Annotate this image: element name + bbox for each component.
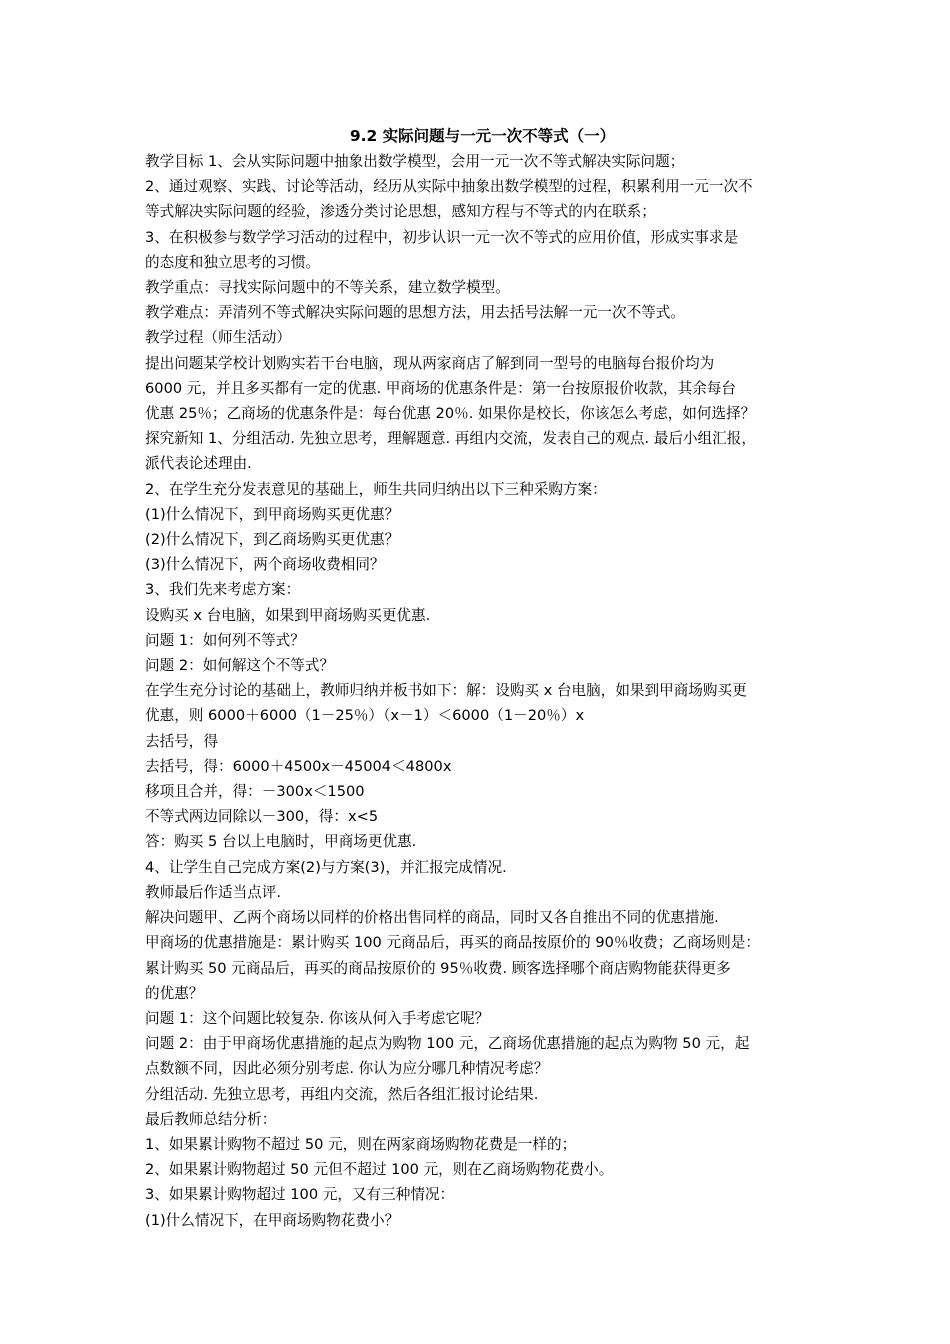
body-line: 问题 2：如何解这个不等式？ — [145, 657, 335, 675]
body-line: 探究新知 1、分组活动. 先独立思考，理解题意. 再组内交流，发表自己的观点. 最后小组汇报， — [145, 430, 756, 448]
body-line: 答：购买 5 台以上电脑时，甲商场更优惠. — [145, 833, 417, 851]
body-line: 分组活动. 先独立思考，再组内交流，然后各组汇报讨论结果. — [145, 1085, 539, 1103]
body-line: (3)什么情况下，两个商场收费相同？ — [145, 556, 385, 574]
document-page — [145, 124, 820, 1233]
body-line: 最后教师总结分析： — [145, 1110, 277, 1128]
body-line: 在学生充分讨论的基础上，教师归纳并板书如下：解：设购买 x 台电脑，如果到甲商场购买更 — [145, 682, 747, 700]
body-line: 提出问题某学校计划购实若干台电脑，现从两家商店了解到同一型号的电脑每台报价均为 — [145, 354, 715, 372]
body-line: 的态度和独立思考的习惯。 — [145, 253, 321, 271]
body-line: 累计购买 50 元商品后，再买的商品按原价的 95％收费. 顾客选择哪个商店购物能获得更多 — [145, 959, 731, 977]
body-line: 1、如果累计购物不超过 50 元，则在两家商场购物花费是一样的； — [145, 1135, 577, 1153]
body-line: 移项且合并，得：－300x＜1500 — [145, 783, 365, 801]
body-line: 3、我们先来考虑方案： — [145, 581, 301, 599]
body-line: 教学过程（师生活动） — [145, 329, 291, 347]
body-line: 设购买 x 台电脑，如果到甲商场购买更优惠. — [145, 606, 431, 624]
body-line: 问题 1：如何列不等式？ — [145, 631, 305, 649]
document-title: 9.2 实际问题与一元一次不等式（一） — [349, 127, 616, 145]
body-line: 等式解决实际问题的经验，渗透分类讨论思想，感知方程与不等式的内在联系； — [145, 203, 656, 221]
body-line: 甲商场的优惠措施是：累计购买 100 元商品后，再买的商品按原价的 90％收费；乙商场则是： — [145, 934, 760, 952]
body-line: 的优惠？ — [145, 984, 204, 1002]
body-line: 2、如果累计购物超过 50 元但不超过 100 元，则在乙商场购物花费小。 — [145, 1161, 614, 1179]
body-line: 问题 2：由于甲商场优惠措施的起点为购物 100 元，乙商场优惠措施的起点为购物 50 元，起 — [145, 1035, 750, 1053]
body-line: 教学重点：寻找实际问题中的不等关系，建立数学模型。 — [145, 279, 510, 297]
body-line: 教学目标 1、会从实际问题中抽象出数学模型，会用一元一次不等式解决实际问题； — [145, 153, 685, 170]
body-line: 6000 元，并且多买都有一定的优惠. 甲商场的优惠条件是：第一台按原报价收款，其余每台 — [145, 379, 737, 397]
body-line: 点数额不同，因此必须分别考虑. 你认为应分哪几种情况考虑？ — [145, 1060, 549, 1078]
body-line: 优惠 25％；乙商场的优惠条件是：每台优惠 20％. 如果你是校长，你该怎么考虑，如何选择？ — [145, 405, 756, 423]
body-line: (1)什么情况下，到甲商场购买更优惠？ — [145, 505, 400, 523]
body-line: 问题 1：这个问题比较复杂. 你该从何入手考虑它呢？ — [145, 1009, 490, 1027]
body-line: 去括号，得：6000＋4500x－45004＜4800x — [145, 757, 452, 775]
body-line: (1)什么情况下，在甲商场购物花费小？ — [145, 1211, 400, 1229]
body-line: 2、通过观察、实践、讨论等活动，经历从实际中抽象出数学模型的过程，积累利用一元一次不 — [145, 178, 753, 196]
body-line: 3、在积极参与数学学习活动的过程中，初步认识一元一次不等式的应用价值，形成实事求是 — [145, 228, 739, 246]
body-line: 3、如果累计购物超过 100 元，又有三种情况： — [145, 1186, 455, 1204]
document-body — [145, 149, 820, 1233]
body-line: 不等式两边同除以－300，得：x<5 — [145, 808, 379, 826]
body-line: 教师最后作适当点评. — [145, 883, 281, 901]
body-line: 优惠，则 6000＋6000（1－25％）（x－1）＜6000（1－20％）x — [145, 707, 585, 725]
body-line: (2)什么情况下，到乙商场购买更优惠？ — [145, 531, 400, 549]
body-line: 2、在学生充分发表意见的基础上，师生共同归纳出以下三种采购方案： — [145, 480, 607, 498]
body-line: 4、让学生自己完成方案(2)与方案(3)，并汇报完成情况. — [145, 858, 507, 876]
body-line: 去括号，得 — [145, 732, 218, 750]
body-line: 教学难点：弄清列不等式解决实际问题的思想方法，用去括号法解一元一次不等式。 — [145, 304, 685, 322]
body-line: 解决问题甲、乙两个商场以同样的价格出售同样的商品，同时又各自推出不同的优惠措施. — [145, 909, 719, 927]
body-line: 派代表论述理由. — [145, 455, 252, 473]
